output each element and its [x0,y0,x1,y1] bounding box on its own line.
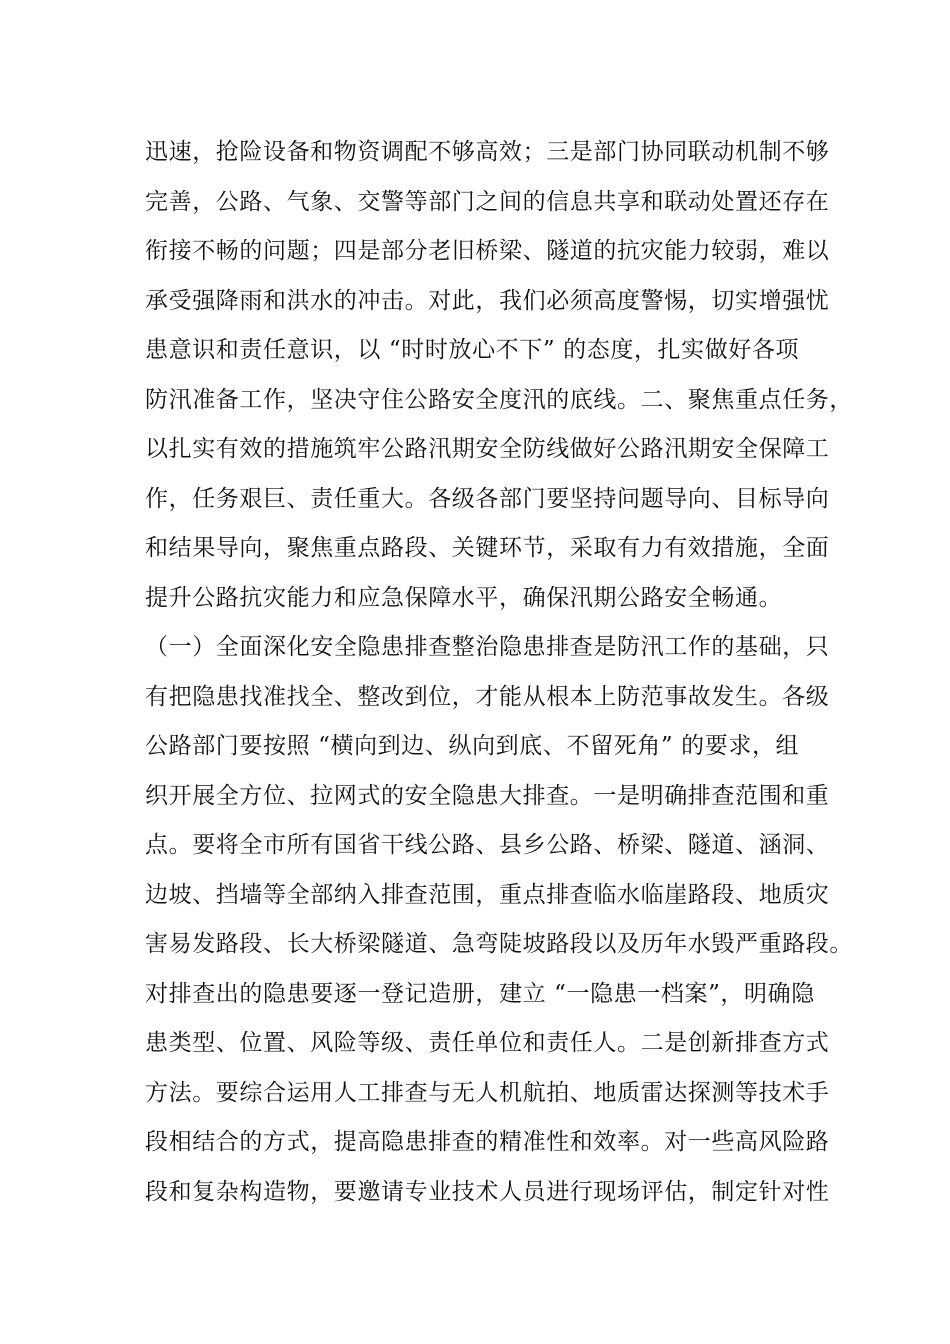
text-line: 完善，公路、气象、交警等部门之间的信息共享和联动处置还存在 [145,188,830,215]
text-line: 点。要将全市所有国省干线公路、县乡公路、桥梁、隧道、涵洞、 [145,832,830,858]
text-line: 迅速，抢险设备和物资调配不够高效；三是部门协同联动机制不够 [145,139,830,165]
text-line: 织开展全方位、拉网式的安全隐患大排查。一是明确排查范围和重 [145,782,830,809]
text-line: 防汛准备工作，坚决守住公路安全度汛的底线。二、聚焦重点任务， [145,386,853,413]
text-line: 有把隐患找准找全、整改到位，才能从根本上防范事故发生。各级 [145,683,830,710]
text-line: 段和复杂构造物，要邀请专业技术人员进行现场评估，制定针对性 [145,1178,830,1205]
text-line: 以扎实有效的措施筑牢公路汛期安全防线做好公路汛期安全保障工 [145,436,830,462]
text-line: 患类型、位置、风险等级、责任单位和责任人。二是创新排查方式 [145,1030,830,1056]
text-line: 承受强降雨和洪水的冲击。对此，我们必须高度警惕，切实增强忧 [145,287,830,314]
text-line: 方法。要综合运用人工排查与无人机航拍、地质雷达探测等技术手 [145,1079,830,1106]
text-line: 对排查出的隐患要逐一登记造册，建立 “一隐患一档案”，明确隐 [145,980,815,1007]
text-line: 提升公路抗灾能力和应急保障水平，确保汛期公路安全畅通。 [145,584,783,611]
body-text [145,128,853,1217]
text-line: 段相结合的方式，提高隐患排查的精准性和效率。对一些高风险路 [145,1129,830,1155]
text-line: 衔接不畅的问题；四是部分老旧桥梁、隧道的抗灾能力较弱，难以 [145,238,830,264]
text-line: 害易发路段、长大桥梁隧道、急弯陡坡路段以及历年水毁严重路段。 [145,931,853,957]
text-line: 作，任务艰巨、责任重大。各级各部门要坚持问题导向、目标导向 [145,485,830,512]
text-line: 患意识和责任意识，以 “时时放心不下” 的态度，扎实做好各项 [145,337,800,363]
text-line: 和结果导向，聚焦重点路段、关键环节，采取有力有效措施，全面 [145,535,830,561]
text-line: 边坡、挡墙等全部纳入排查范围，重点排查临水临崖路段、地质灾 [145,881,830,908]
text-line: 公路部门要按照 “横向到边、纵向到底、不留死角” 的要求，组 [145,733,800,759]
text-line: （一）全面深化安全隐患排查整治隐患排查是防汛工作的基础，只 [145,634,830,660]
